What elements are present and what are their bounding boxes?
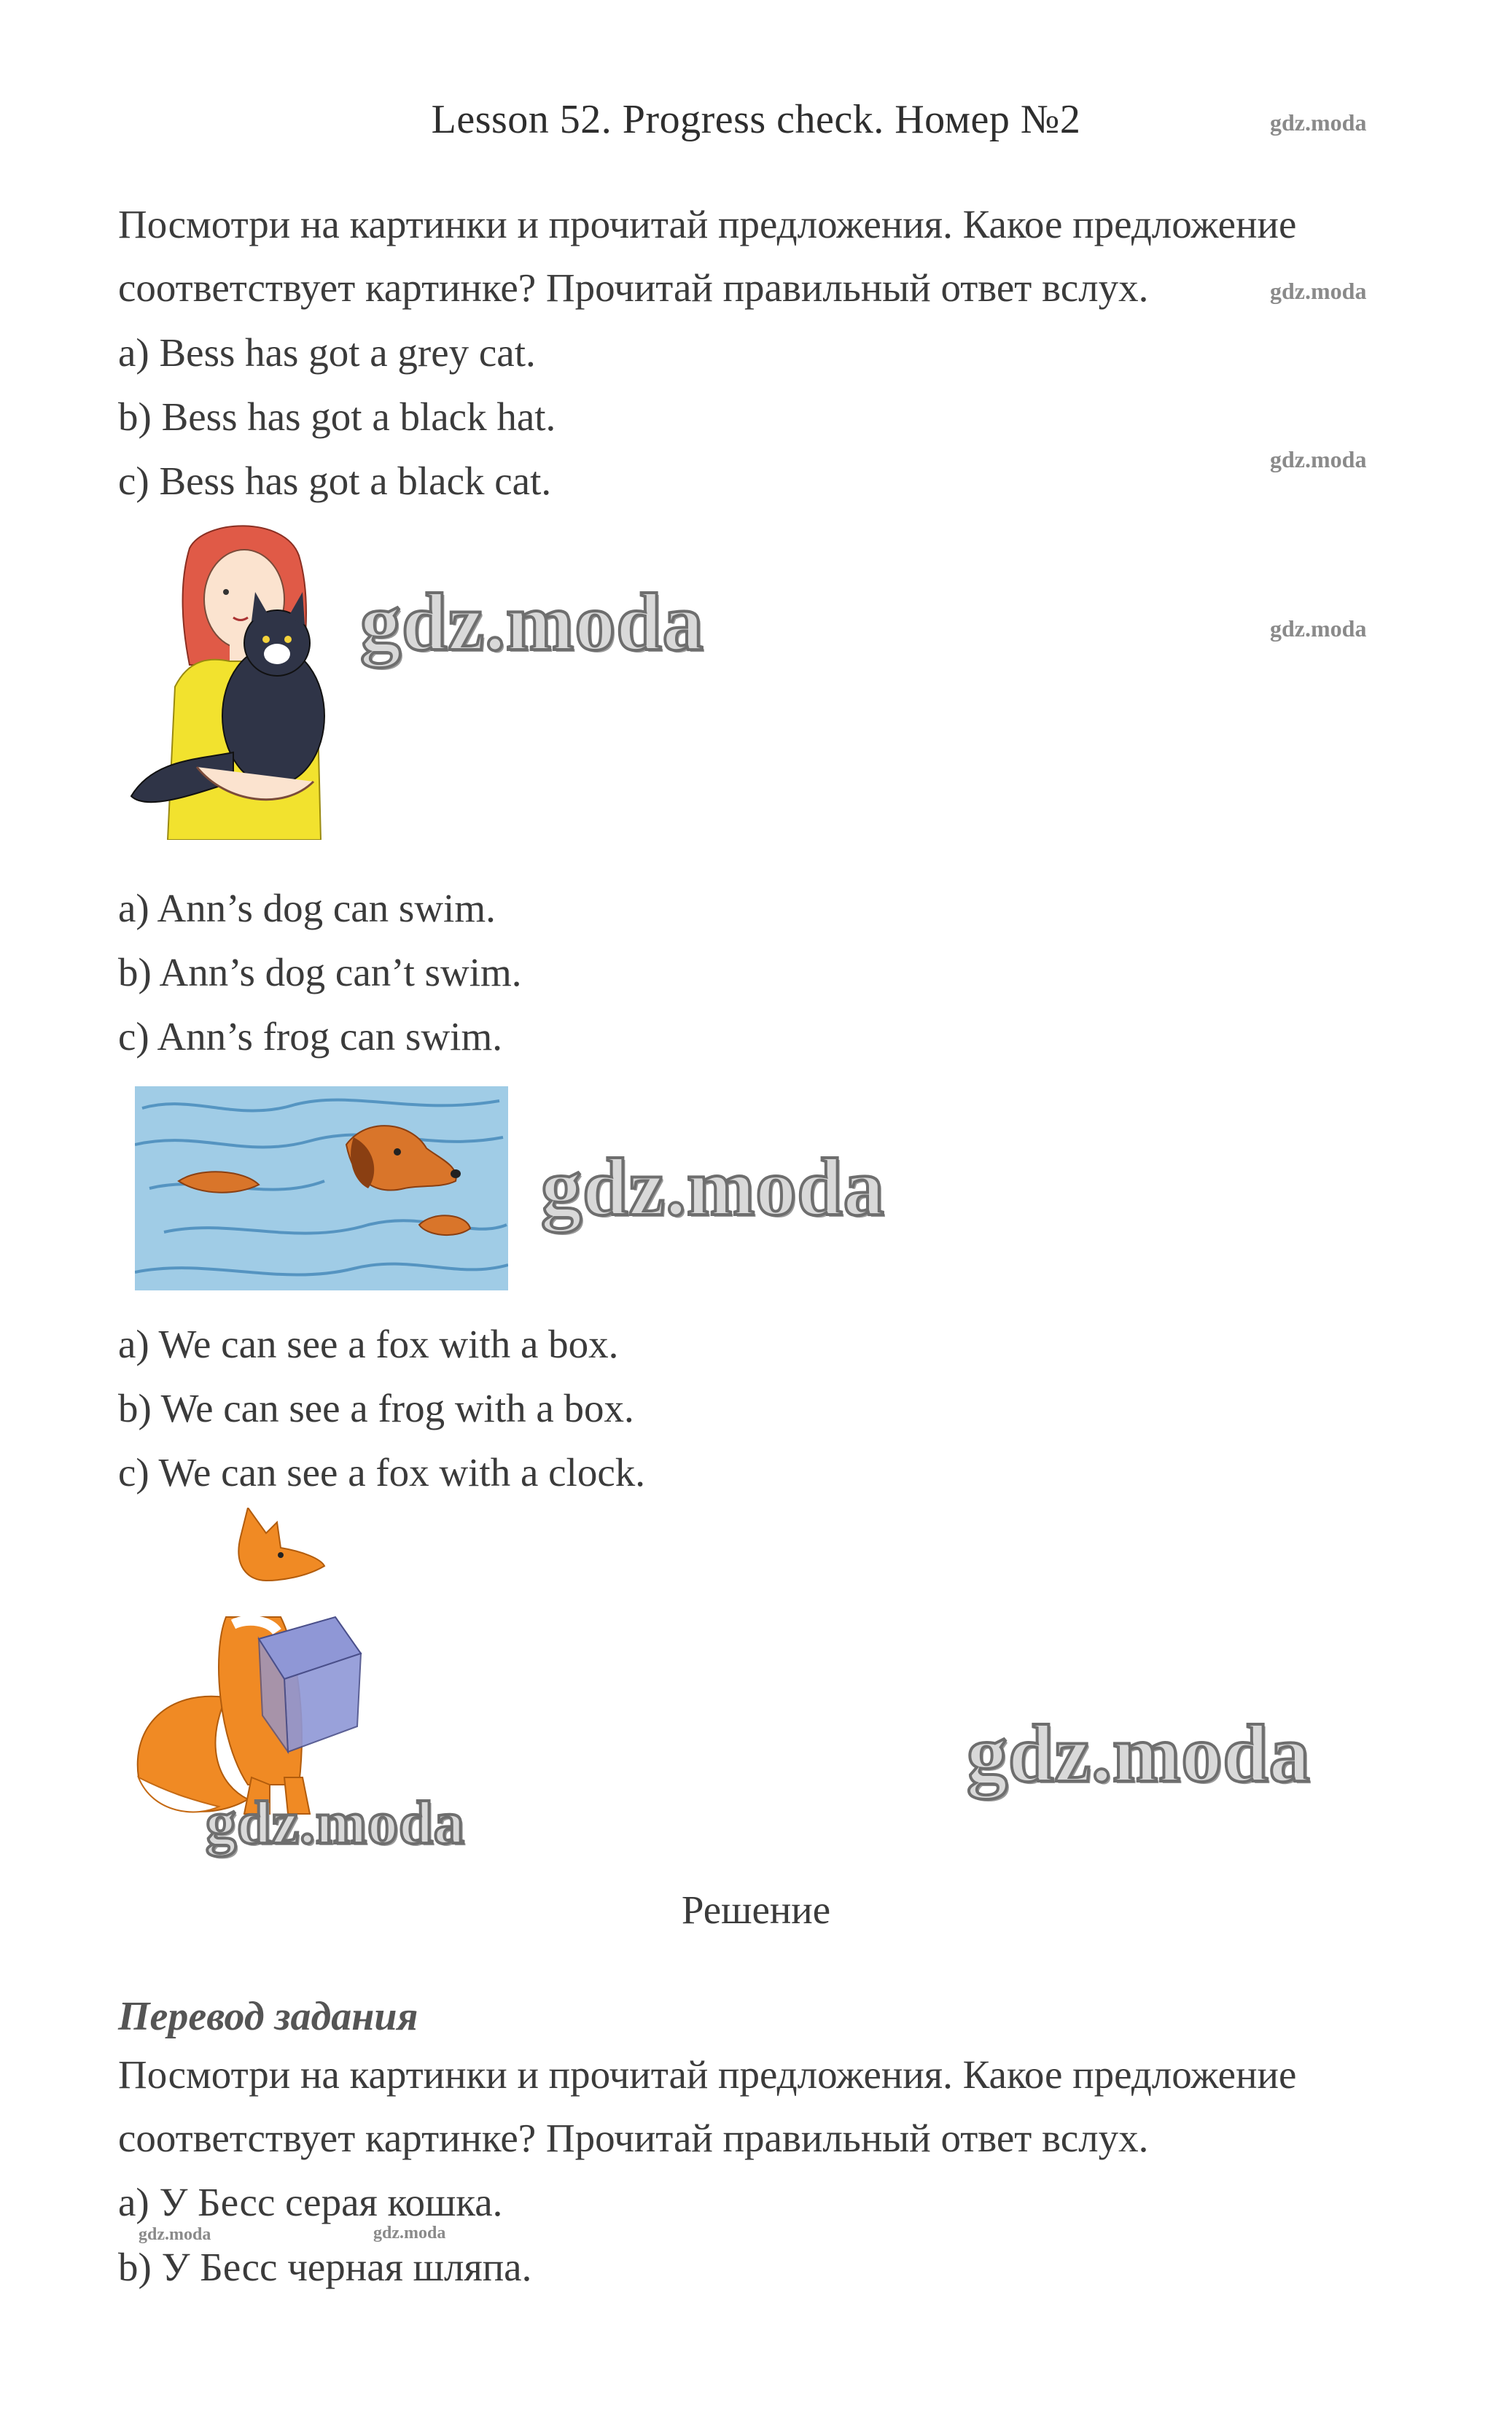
watermark: gdz.moda bbox=[1270, 278, 1367, 304]
q2-option-a: a) Ann’s dog can swim. bbox=[118, 886, 496, 930]
q3-option-a: a) We can see a fox with a box. bbox=[118, 1322, 619, 1366]
watermark-large: gdz.moda bbox=[360, 577, 704, 668]
watermark: gdz.moda bbox=[373, 2224, 446, 2243]
watermark: gdz.moda bbox=[139, 2225, 211, 2244]
q1-option-a: a) Bess has got a grey cat. bbox=[118, 330, 536, 375]
dog-swimming-icon bbox=[135, 1079, 508, 1298]
page-title: Lesson 52. Progress check. Номер №2 bbox=[431, 97, 1081, 142]
q1-option-b: b) Bess has got a black hat. bbox=[118, 394, 556, 439]
translation-heading: Перевод задания bbox=[118, 1994, 418, 2039]
watermark-large: gdz.moda bbox=[206, 1789, 465, 1857]
watermark: gdz.moda bbox=[1270, 615, 1367, 642]
translation-instruction-line-2: соответствует картинке? Прочитай правильный ответ вслух. bbox=[118, 2116, 1149, 2160]
q1-option-c: c) Bess has got a black cat. bbox=[118, 459, 552, 503]
watermark: gdz.moda bbox=[1270, 446, 1367, 472]
fox-with-box-icon bbox=[124, 1508, 379, 1828]
answer-b: b) У Бесс черная шляпа. bbox=[118, 2245, 532, 2289]
swimming-dog-illustration bbox=[135, 1079, 508, 1298]
instruction-line-1: Посмотри на картинки и прочитай предложения. Какое предложение bbox=[118, 202, 1297, 246]
watermark-large: gdz.moda bbox=[541, 1142, 885, 1233]
solution-heading: Решение bbox=[681, 1888, 831, 1932]
watermark: gdz.moda bbox=[1270, 109, 1367, 136]
girl-with-cat-illustration bbox=[124, 519, 372, 840]
answer-a: a) У Бесс серая кошка. bbox=[118, 2180, 503, 2224]
q3-option-c: c) We can see a fox with a clock. bbox=[118, 1450, 645, 1495]
q2-option-b: b) Ann’s dog can’t swim. bbox=[118, 950, 522, 994]
watermark-large: gdz.moda bbox=[967, 1709, 1311, 1799]
q3-option-b: b) We can see a frog with a box. bbox=[118, 1386, 634, 1430]
instruction-line-2: соответствует картинке? Прочитай правильный ответ вслух. bbox=[118, 265, 1149, 310]
translation-instruction-line-1: Посмотри на картинки и прочитай предложения. Какое предложение bbox=[118, 2052, 1297, 2097]
q2-option-c: c) Ann’s frog can swim. bbox=[118, 1014, 502, 1059]
girl-with-cat-icon bbox=[124, 519, 372, 840]
fox-with-box-illustration bbox=[124, 1508, 379, 1828]
